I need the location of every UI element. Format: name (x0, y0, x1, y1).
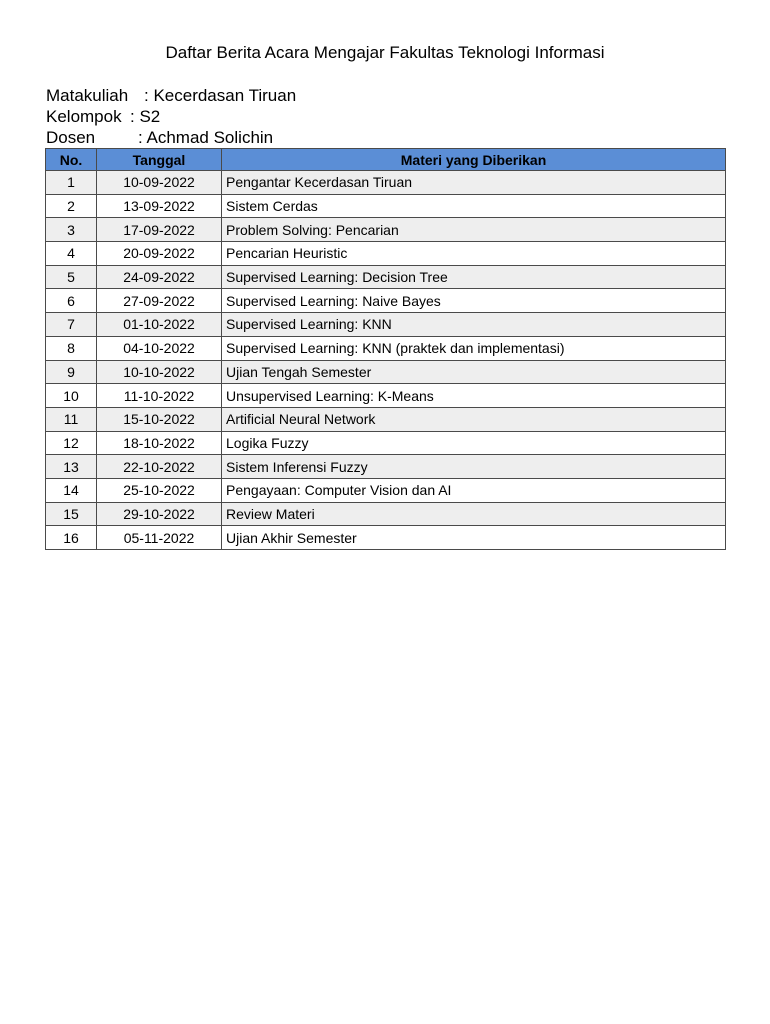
row-number: 16 (46, 526, 97, 550)
row-number: 15 (46, 502, 97, 526)
row-number: 5 (46, 265, 97, 289)
row-number: 4 (46, 242, 97, 266)
row-date: 22-10-2022 (97, 455, 222, 479)
row-number: 10 (46, 384, 97, 408)
table-row (46, 242, 726, 266)
table-row (46, 336, 726, 360)
row-date: 24-09-2022 (97, 265, 222, 289)
row-date: 17-09-2022 (97, 218, 222, 242)
row-number: 1 (46, 171, 97, 195)
row-material: Supervised Learning: KNN (praktek dan implementasi) (222, 336, 726, 360)
lecturer-line (46, 127, 273, 148)
table-row (46, 289, 726, 313)
table-row (46, 478, 726, 502)
row-date: 05-11-2022 (97, 526, 222, 550)
group-line (46, 106, 160, 127)
table-row (46, 171, 726, 195)
row-number: 2 (46, 194, 97, 218)
teaching-log-table (45, 148, 726, 550)
column-header-material: Materi yang Diberikan (222, 149, 726, 171)
row-number: 9 (46, 360, 97, 384)
row-date: 27-09-2022 (97, 289, 222, 313)
row-material: Ujian Tengah Semester (222, 360, 726, 384)
table-row (46, 313, 726, 337)
row-material: Sistem Cerdas (222, 194, 726, 218)
row-number: 7 (46, 313, 97, 337)
row-date: 15-10-2022 (97, 407, 222, 431)
column-header-no: No. (46, 149, 97, 171)
row-number: 3 (46, 218, 97, 242)
table-row (46, 360, 726, 384)
row-material: Pencarian Heuristic (222, 242, 726, 266)
table-row (46, 407, 726, 431)
group-label: Kelompok (46, 107, 122, 126)
row-number: 13 (46, 455, 97, 479)
row-material: Supervised Learning: KNN (222, 313, 726, 337)
lecturer-value: : Achmad Solichin (138, 128, 274, 147)
table-row (46, 526, 726, 550)
row-material: Supervised Learning: Decision Tree (222, 265, 726, 289)
course-line (46, 85, 296, 106)
row-material: Review Materi (222, 502, 726, 526)
row-material: Pengantar Kecerdasan Tiruan (222, 171, 726, 195)
row-material: Ujian Akhir Semester (222, 526, 726, 550)
lecturer-label: Dosen (46, 128, 96, 147)
row-date: 10-09-2022 (97, 171, 222, 195)
row-material: Artificial Neural Network (222, 407, 726, 431)
row-number: 14 (46, 478, 97, 502)
table-header-row (46, 149, 726, 171)
row-material: Problem Solving: Pencarian (222, 218, 726, 242)
row-material: Unsupervised Learning: K-Means (222, 384, 726, 408)
row-date: 04-10-2022 (97, 336, 222, 360)
row-date: 25-10-2022 (97, 478, 222, 502)
row-material: Pengayaan: Computer Vision dan AI (222, 478, 726, 502)
table-row (46, 265, 726, 289)
column-header-date: Tanggal (97, 149, 222, 171)
row-material: Sistem Inferensi Fuzzy (222, 455, 726, 479)
row-date: 01-10-2022 (97, 313, 222, 337)
course-value: : Kecerdasan Tiruan (144, 86, 297, 105)
row-number: 6 (46, 289, 97, 313)
row-material: Supervised Learning: Naive Bayes (222, 289, 726, 313)
course-label: Matakuliah (46, 86, 129, 105)
table-row (46, 218, 726, 242)
group-value: : S2 (130, 107, 161, 126)
row-date: 13-09-2022 (97, 194, 222, 218)
table-row (46, 431, 726, 455)
table-body (46, 171, 726, 550)
row-date: 10-10-2022 (97, 360, 222, 384)
row-number: 11 (46, 407, 97, 431)
row-number: 8 (46, 336, 97, 360)
row-date: 20-09-2022 (97, 242, 222, 266)
table-row (46, 194, 726, 218)
table-row (46, 384, 726, 408)
row-date: 29-10-2022 (97, 502, 222, 526)
document-title: Daftar Berita Acara Mengajar Fakultas Teknologi Informasi (165, 43, 605, 62)
table-row (46, 502, 726, 526)
table-row (46, 455, 726, 479)
row-number: 12 (46, 431, 97, 455)
row-material: Logika Fuzzy (222, 431, 726, 455)
row-date: 11-10-2022 (97, 384, 222, 408)
row-date: 18-10-2022 (97, 431, 222, 455)
